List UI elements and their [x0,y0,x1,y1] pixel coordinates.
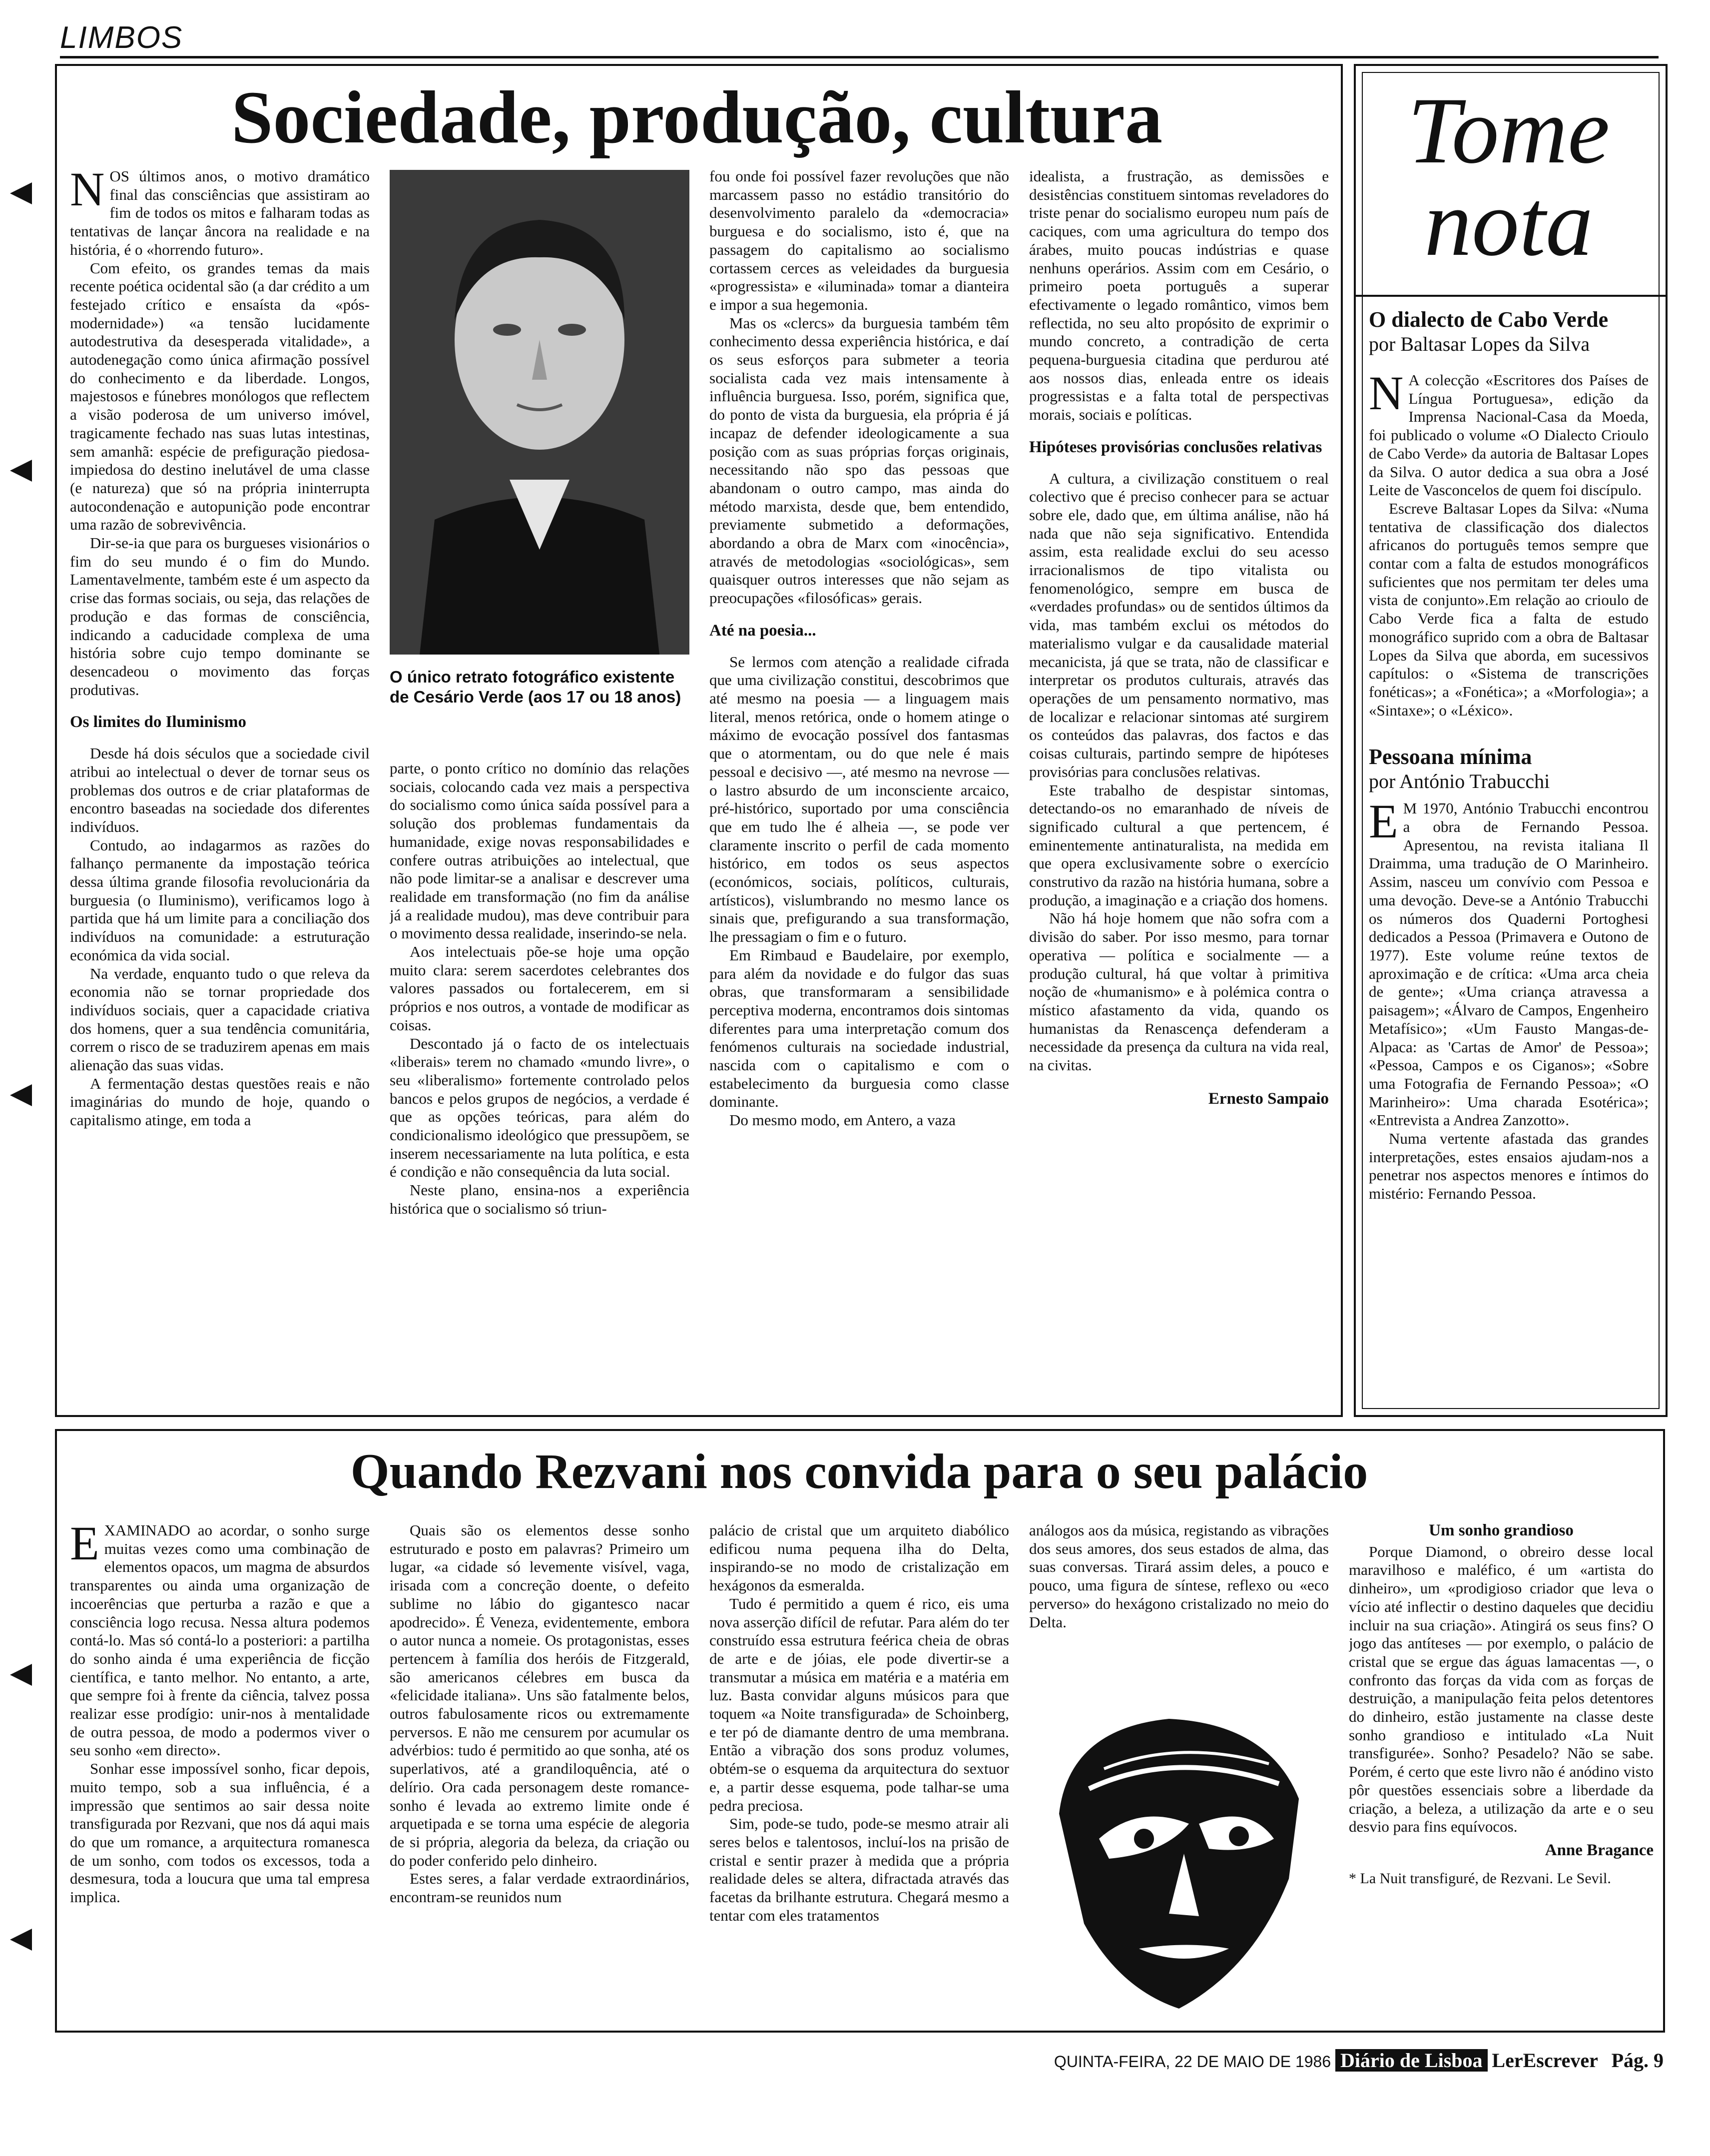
article-column-2 [390,1521,689,2021]
rezvani-portrait-drawing [1039,1689,1319,2019]
drop-cap: E [70,1521,99,1570]
paragraph: Com efeito, os grandes temas da mais recente poética ocidental são (a dar crédito a um festejado crítico e ensaísta da «pós-modernidade») «a tensão lucidamente autodestrutiva da desesperada vitalidade», a autodenegação como única afirmação possível do conhecimento e da liberdade. Longos, majestosos e fúnebres monólogos que reflectem a visão poderosa de um universo imóvel, tragicamente fechado nas suas lutas intestinas, sem amanhã: espécie de prefiguração piedosa-impiedosa do destino inelutável de uma classe (e natureza) que só na própria ininterrupta autocondenação e autopunição pode encontrar uma razão de sobrevivência. [70,259,370,534]
article-column-1 [70,1521,370,2021]
margin-arrow-icon [10,1084,32,1106]
paragraph: parte, o ponto crítico no domínio das relações sociais, colocando cada vez mais a perspectiva do socialismo como única saída possível para a solução dos problemas fundamentais da humanidade, exige novas responsabilidades e confere outras atribuições ao intelectual, que não pode limitar-se a analisar e descrever uma realidade em transformação (no fim da análise já a realidade mudou), mas deve contribuir para o movimento dessa realidade, inserindo-se nela. [390,759,689,942]
paragraph: Estes seres, a falar verdade extraordinários, encontram-se reunidos num [390,1870,689,1906]
subheading: Hipóteses provisórias conclusões relativas [1029,438,1322,456]
sidebar-content [1369,307,1649,1402]
paragraph: Mas os «clercs» da burguesia também têm conhecimento dessa experiência histórica, e daí os seus esforços para submeter a teoria socialista cada vez mais intensamente à influência burguesa. Isso, porém, significa que, do ponto de vista da burguesia, ela própria é já incapaz de defender ideologicamente a sua posição com as suas próprias forças originais, necessitando não spo das pessoas que abandonam o outro campo, mas ainda do método marxista, desde que, bem entendido, previamente submetido a deformações, abordando a obra de Marx com «inocência», através de metodologias «sociológicas», sem quaisquer outros interesses que não sejam as preocupações «filosóficas» gerais. [709,314,1009,607]
supplement-name: LerEscrever [1492,2049,1598,2072]
margin-arrow-icon [10,1664,32,1686]
drop-cap: N [70,167,105,216]
paragraph: Escreve Baltasar Lopes da Silva: «Numa tentativa de classificação dos dialectos africanos do português temos sempre que contar com a falta de estudos monográficos suficientes que nos permitam ter deles uma vista de conjunto».Em relação ao crioulo de Cabo Verde fica a falta de estudo monográfico suprido com a obra de Baltasar Lopes da Silva que aborda, em sucessivos capítulos: o «Sistema de transcrições fonéticas»; a «Fonética»; a «Morfologia»; a «Sintaxe»; o «Léxico». [1369,499,1649,719]
paragraph: Sim, pode-se tudo, pode-se mesmo atrair ali seres belos e talentosos, incluí-los na prisão de cristal e sentir prazer à medida que a própria realidade deles se altera, difractada através das facetas da brilhante estrutura. Chegará mesmo a tentar com eles tratamentos [709,1815,1009,1924]
paragraph: Do mesmo modo, em Antero, a vaza [729,1111,956,1129]
sidebar-title-line: Tome [1407,78,1610,183]
paragraph: Não há hoje homem que não sofra com a divisão do saber. Por isso mesmo, para tornar operativa — política e socialmente — a produção cultural, há que voltar à primitiva noção de «humanismo» e à polémica contra o místico afastamento da vida, quando os humanistas da Renascença defenderam a necessidade da presença da cultura na vida real, na civitas. [1029,909,1329,1074]
footnote: * La Nuit transfiguré, de Rezvani. Le Sevil. [1349,1870,1611,1887]
article-headline: Quando Rezvani nos convida para o seu palácio [350,1443,1368,1499]
article-column-4 [1029,1521,1329,1671]
article-column-4 [1029,167,1329,1407]
article-column-3 [709,1521,1009,2021]
section-label: LIMBOS [60,20,183,55]
sidebar-item-author: por Baltasar Lopes da Silva [1369,333,1590,355]
paragraph: Aos intelectuais põe-se hoje uma opção muito clara: serem sacerdotes celebrantes dos valores passados ou fortalecerem, em si próprios e nos outros, a vontade de modificar as coisas. [390,943,689,1034]
paragraph: Neste plano, ensina-nos a experiência histórica que o socialismo só triun- [390,1181,689,1217]
paragraph: Dir-se-ia que para os burgueses visionários o fim do seu mundo é o fim do Mundo. Lamentavelmente, também este é um aspecto da crise das formas sociais, ou seja, das relações de produção e das formas de consciência, indicando a caducidade complexa de uma história sobre cujo tempo dominante se desencadeou o movimento das forças produtivas. [70,534,370,699]
paragraph: M 1970, António Trabucchi encontrou a obra de Fernando Pessoa. Apresentou, na revista italiana Il Draimma, uma tradução de O Marinheiro. Assim, nasceu um convívio com Pessoa e uma devoção. Deve-se a António Trabucchi os números dos Quaderni Portoghesi dedicados a Pessoa (Primavera e Outono de 1977). Este volume reúne textos de aproximação e de crítica: «Uma arca cheia de gente»; «Uma criança atravessa a paisagem»; «Álvaro de Campos, Engenheiro Metafísico»; «Um Fausto Mangas-de-Alpaca: as 'Cartas de Amor' de Pessoa»; «Pessoa, Campos e os Ciganos»; «Sobre uma Fotografia de Fernando Pessoa»; «O Marinheiro»: Uma charada Esotérica»; «Entrevista a Andrea Zanzotto». [1369,799,1649,1129]
article-headline: Sociedade, produção, cultura [231,76,1162,159]
paragraph: Quais são os elementos desse sonho estruturado e posto em palavras? Primeiro um lugar, «a cidade só levemente visível, vaga, irisada com a concreção doente, o defeito sublime no lábio do gigantesco nacar apodrecido». É Veneza, evidentemente, embora o autor nunca a nomeie. Os protagonistas, esses pertencem à família dos heróis de Fitzgerald, são americanos célebres em busca da «felicidade italiana». Uns são fatalmente belos, outros fabulosamente ricos ou extremamente perversos. E não me censurem por acumular os advérbios: tudo é permitido ao que sonha, até os superlativos, até a grandiloquência, até o delírio. Ora cada personagem deste romance-sonho é levada ao extremo limite onde é arquetipada e se torna uma espécie de alegoria de si própria, alegoria da beleza, da criação ou do poder conferido pelo dinheiro. [390,1521,689,1869]
sidebar-item-author: por António Trabucchi [1369,770,1550,793]
paragraph: idealista, a frustração, as demissões e desistências constituem sintomas reveladores do triste penar do socialismo europeu num país de caciques, com uma agricultura do tempo dos árabes, muito poucas indústrias e quase nenhuns operários. Assim com em Cesário, o primeiro poeta português a superar efectivamente o legado romântico, vimos bem reflectida, no seu alto propósito de exprimir o mundo concreto, a contradição de certa pequena-burguesia citadina que perdurou até aos nossos dias, enleada entre os ideais progressistas e a falta total de perspectivas morais, sociais e políticas. [1029,167,1329,424]
paragraph: XAMINADO ao acordar, o sonho surge muitas vezes como uma combinação de elementos opacos, um magma de absurdos transparentes ou ainda uma organização de incoerências que perturba a razão e que a consciência logo recusa. Nessa altura podemos contá-lo. Mas só contá-lo a posteriori: a partilha do sonho ainda é uma experiência de ficção científica, e tanto melhor. No entanto, a arte, que sempre foi à frente da ciência, talvez possa realizar esse prodígio: unir-nos à mentalidade de outra pessoa, de modo a podermos viver o seu sonho «em directo». [70,1521,370,1759]
paragraph: Tudo é permitido a quem é rico, eis uma nova asserção difícil de refutar. Para além do ter construído essa estrutura feérica cheia de obras de arte e de jóias, ele pode divertir-se a transmutar a música em matéria e a matéria em luz. Basta convidar alguns músicos para que toquem «a Noite transfigurada» de Schoinberg, e ter pó de diamante dentro de uma membrana. Então a vibração dos sons produz volumes, obtém-se o esquema da arquitectura do sextuor e, a partir desse esquema, pode talhar-se uma pedra preciosa. [709,1594,1009,1814]
paragraph: Na verdade, enquanto tudo o que releva da economia não se tornar propriedade dos indivíduos sociais, quer a capacidade criativa dos homens, quer a sua tendência comunitária, correm o risco de se traduzirem apenas em mais alienação das suas vidas. [70,964,370,1074]
margin-arrow-icon [10,460,32,482]
paragraph: OS últimos anos, o motivo dramático final das consciências que assistiram ao fim de todos os mitos e falharam todas as tentativas de lançar âncora na realidade e na história, é o «horrendo futuro». [70,167,370,258]
author-signature: Ernesto Sampaio [1208,1089,1329,1108]
paragraph: A cultura, a civilização constituem o real colectivo que é preciso conhecer para se actuar sobre ele, dado que, em última análise, não há nada que não seja significativo. Entendida assim, esta realidade exclui do seu acesso irracionalismos de tipo vitalista ou fenomenológico, sempre em busca de «verdades profundas» ou de sentidos últimos da vida, mas também exclui os métodos do materialismo vulgar e da causalidade material mecanicista, já que se trata, não de classificar e interpretar os produtos culturais, através das operações de um pensamento normativo, mas de localizar e relacionar sintomas até surgirem os conteúdos das palavras, dos factos e das coisas culturais, partindo sempre de hipóteses provisórias para conclusões relativas. [1029,469,1329,780]
paragraph: palácio de cristal que um arquiteto diabólico edificou numa pequena ilha do Delta, inspirando-se no modo de cristalização em hexágonos da esmeralda. [709,1521,1009,1594]
sidebar-divider [1354,295,1668,297]
article-column-5 [1349,1521,1654,2021]
page-number: Pág. 9 [1611,2049,1664,2072]
paragraph: Sonhar esse impossível sonho, ficar depois, muito tempo, sob a sua influência, é a impressão que sentimos ao sair dessa noite transfigurada por Rezvani, que nos dá aqui mais do que um romance, a arquitectura romanesca de um sonho, com todos os excessos, toda a desmesura, toda a loucura que uma tal empresa implica. [70,1760,370,1906]
paragraph: Descontado já o facto de os intelectuais «liberais» terem no chamado «mundo livre», o seu «liberalismo» fortemente controlado pelos bancos e pelos grupos de negócios, a verdade é que as opções teóricas, para além do condicionalismo ideológico que pressupõem, se inserem necessariamente na luta política, e esta é condição e não consequência da luta social. [390,1034,689,1181]
portrait-photo [390,170,689,655]
drop-cap: E [1369,794,1398,848]
subheading: Até na poesia... [709,621,816,640]
paragraph: Numa vertente afastada das grandes interpretações, estes ensaios ajudam-nos a penetrar nos aspectos menores e íntimos do mistério: Fernando Pessoa. [1369,1130,1649,1203]
article-column-2 [390,759,689,1407]
page-footer [644,2049,1664,2072]
paragraph: análogos aos da música, registando as vibrações dos seus amores, dos seus estados de alma, das suas conversas. Tirará assim deles, a pouco e pouco, uma figura de síntese, reflexo ou «eco perverso» do hexágono cristalizado no meio do Delta. [1029,1521,1329,1631]
newspaper-masthead: Diário de Lisboa [1335,2049,1487,2072]
paragraph: Este trabalho de despistar sintomas, detectando-os no emaranhado de níveis de significado cultural a que pertencem, é eminentemente antinaturalista, na medida em que opera exclusivamente sobre o exercício construtivo da razão na história humana, sobre a produção, a imaginação e a criação dos homens. [1029,781,1329,909]
top-rule [60,56,1659,58]
paragraph: A fermentação destas questões reais e não imaginárias do mundo de hoje, quando o capitalismo atinge, em toda a [70,1074,370,1129]
margin-arrow-icon [10,1929,32,1951]
subheading: Um sonho grandioso [1429,1521,1574,1539]
portrait-illustration [1039,1689,1319,2019]
sidebar-title-line: nota [1424,171,1593,276]
paragraph: fou onde foi possível fazer revoluções que não marcassem passo no estádio transitório do desenvolvimento paralelo da «democracia» burguesa e do socialismo, isto é, que na passagem do capitalismo ao socialismo cortassem cerces as veleidades da burguesia «progressista» e «iluminada» tomar a dianteira e impor a sua hegemonia. [709,167,1009,313]
paragraph: Em Rimbaud e Baudelaire, por exemplo, para além da novidade e do fulgor das suas obras, que transformaram a sensibilidade perceptiva moderna, encontramos dois sintomas diferentes para uma interpretação comum dos fenómenos culturais na sociedade industrial, nascida com o capitalismo e com o estabelecimento da burguesia como classe dominante. [709,946,1009,1111]
article-column-3 [709,167,1009,1407]
sidebar-title [1369,78,1649,276]
drop-cap: N [1369,366,1404,420]
subheading: Os limites do Iluminismo [70,713,246,731]
paragraph: A colecção «Escritores dos Países de Língua Portuguesa», edição da Imprensa Nacional-Casa da Moeda, foi publicado o volume «O Dialecto Crioulo de Cabo Verde» da autoria de Baltasar Lopes da Silva. O autor dedica a sua obra a José Leite de Vasconcelos de quem foi discípulo. [1369,371,1649,499]
paragraph: Contudo, ao indagarmos as razões do falhanço permanente da impostação teórica dessa última grande filosofia revolucionária da burguesia (o Iluminismo), verificamos logo à partida que há um limite para a conciliação dos indivíduos na comunidade: a estruturação económica da vida social. [70,836,370,964]
sidebar-item-title: O dialecto de Cabo Verde [1369,307,1609,332]
author-signature: Anne Bragance [1545,1841,1654,1859]
photo-caption: O único retrato fotográfico existente de Cesário Verde (aos 17 ou 18 anos) [390,668,681,706]
sidebar-item-title: Pessoana mínima [1369,744,1532,769]
margin-arrow-icon [10,182,32,204]
paragraph: Porque Diamond, o obreiro desse local maravilhoso e maléfico, é um «artista do dinheiro», um «prodigioso criador que leva o vício até inflectir o destino daqueles que decidiu incluir na sua criação». Atingirá os seus fins? O jogo das antíteses — por exemplo, o palácio de cristal que se ergue das águas lamacentas —, o confronto das forças da vida com as forças de destruição, a manipulação feita pelos detentores do dinheiro, estão justamente na classe deste sonho grandioso e intitulado «La Nuit transfigurée». Sonho? Pesadelo? Não se sabe. Porém, é certo que este livro não é anódino visto pôr questões essenciais sobre a liberdade da criação, a beleza, a utilização da arte e o seu desvio para fins equívocos. [1349,1542,1654,1836]
portrait-illustration [390,170,689,655]
paragraph: Se lermos com atenção a realidade cifrada que uma civilização constitui, descobrimos que até mesmo na poesia — a linguagem mais literal, menos retórica, onde o homem atinge o máximo de evocação possível dos fantasmas que o atormentam, ou do que nele é mais pessoal e decisivo —, até mesmo na nevrose — o lastro absurdo de um inconsciente arcaico, pré-histórico, suportado por uma consciência que em tudo lhe é alheia —, se pode ver claramente inscrito o perfil de cada momento histórico, em todos os seus aspectos (económicos, sociais, políticos, culturais, artísticos), vislumbrando no mesmo lance os sinais que, prefigurando a sua transformação, lhe pressagiam o fim e o futuro. [709,653,1009,946]
article-column-1 [70,167,370,1407]
paragraph: Desde há dois séculos que a sociedade civil atribui ao intelectual o dever de tornar seus os problemas dos outros e de criar plataformas de encontro baseadas na sociedade dos diferentes indivíduos. [70,744,370,835]
issue-date: QUINTA-FEIRA, 22 DE MAIO DE 1986 [1054,2053,1331,2071]
